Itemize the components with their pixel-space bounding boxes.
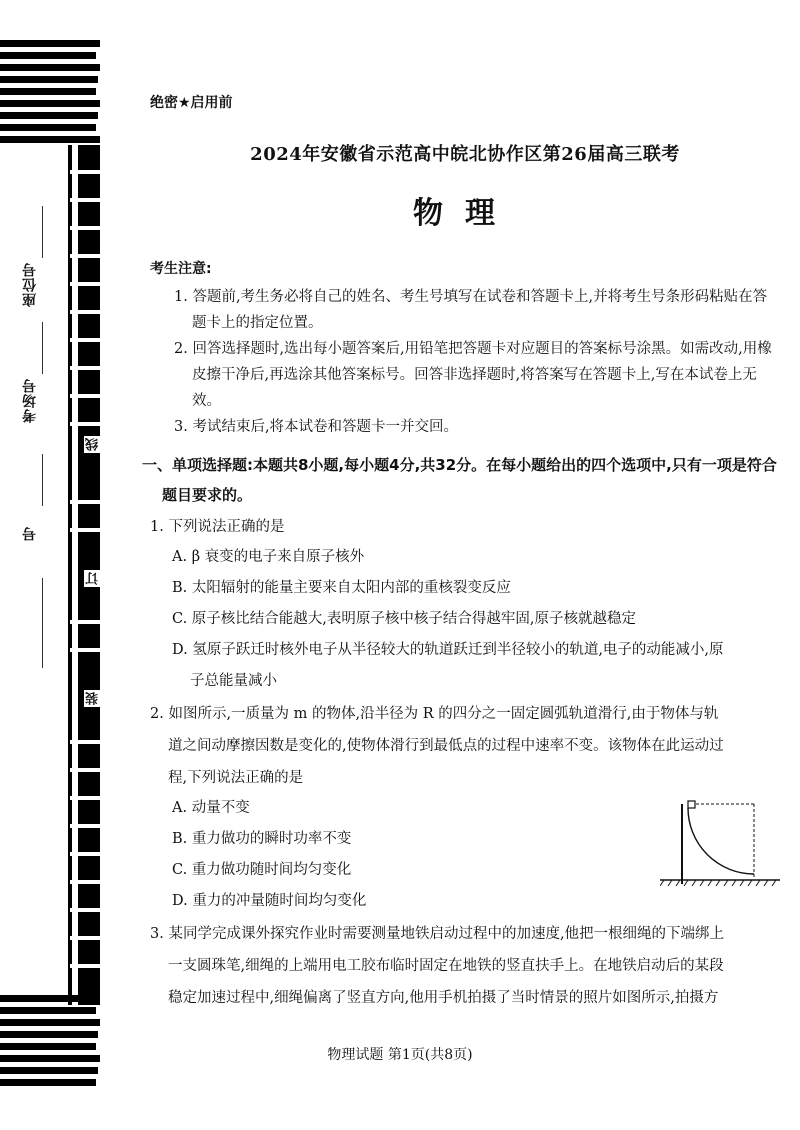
question-2-option-a: A. 动量不变 [172, 800, 250, 816]
question-2-stem: 2. 如图所示,一质量为 m 的物体,沿半径为 R 的四分之一固定圆弧轨道滑行,由于物体与轨 [150, 706, 719, 722]
number-label: 号 [22, 526, 38, 541]
question-3-stem-continued: 稳定加速过程中,细绳偏离了竖直方向,他用手机拍摄了当时情景的照片如图所示,拍摄方 [168, 990, 719, 1006]
name-line [42, 578, 43, 668]
question-3-stem-continued: 一支圆珠笔,细绳的上端用电工胶布临时固定在地铁的竖直扶手上。在地铁启动后的某段 [168, 958, 724, 974]
barcode-stripe [0, 124, 96, 131]
binding-word-binding: 装 [86, 692, 101, 705]
notice-item: 3. 考试结束后,将本试卷和答题卡一并交回。 [174, 419, 459, 435]
confidential-mark: 绝密★启用前 [150, 95, 233, 111]
page-footer: 物理试题 第1页(共8页) [327, 1047, 473, 1063]
notice-heading: 考生注意: [150, 261, 212, 277]
barcode-stripe [0, 136, 100, 143]
barcode-stripe [0, 1007, 96, 1014]
question-2-option-d: D. 重力的冲量随时间均匀变化 [172, 893, 367, 909]
quarter-circle-track-figure [660, 800, 780, 890]
barcode-stripe [0, 40, 100, 47]
question-2-option-c: C. 重力做功随时间均匀变化 [172, 862, 352, 878]
arc-track [688, 808, 754, 874]
notice-item: 1. 答题前,考生务必将自己的姓名、考生号填写在试卷和答题卡上,并将考生号条形码粘贴在答题卡上的指定位置。 [174, 289, 768, 331]
seat-number-line [42, 206, 43, 258]
question-1-option-c: C. 原子核比结合能越大,表明原子核中核子结合得越牢固,原子核就越稳定 [172, 611, 637, 627]
barcode-stripe [0, 52, 96, 59]
room-number-label: 考场号 [22, 378, 38, 423]
seat-number-label: 座位号 [22, 262, 38, 307]
barcode-stripe [0, 76, 98, 83]
ground-hatch [660, 880, 776, 886]
question-2-stem-continued: 程,下列说法正确的是 [168, 770, 304, 786]
notice-item: 2. 回答选择题时,选出每小题答案后,用铅笔把答题卡对应题目的答案标号涂黑。如需改动,用橡皮擦干净后,再选涂其他答案标号。回答非选择题时,将答案写在答题卡上,写在本试卷上无效。 [174, 341, 772, 409]
subject-title: 物理 [413, 196, 517, 231]
binding-word-line: 线 [86, 438, 101, 451]
question-1-option-a: A. β 衰变的电子来自原子核外 [172, 549, 365, 565]
binding-gap [72, 145, 78, 1005]
barcode-stripe [0, 1031, 98, 1038]
binding-word-order: 订 [86, 572, 101, 585]
binding-margin [0, 0, 110, 1130]
question-3-stem: 3. 某同学完成课外探究作业时需要测量地铁启动过程中的加速度,他把一根细绳的下端绑上 [150, 926, 725, 942]
barcode-stripe [0, 64, 100, 71]
barcode-stripe [0, 995, 100, 1002]
room-number-line [42, 322, 43, 374]
question-1-option-b: B. 太阳辐射的能量主要来自太阳内部的重核裂变反应 [172, 580, 511, 596]
barcode-stripe [0, 88, 96, 95]
question-1-option-d: D. 氢原子跃迁时核外电子从半径较大的轨道跃迁到半径较小的轨道,电子的动能减小,原 [172, 642, 724, 658]
barcode-stripe [0, 112, 98, 119]
number-line [42, 454, 43, 506]
question-1-option-d-continued: 子总能量减小 [190, 673, 277, 689]
block-object [688, 801, 695, 808]
barcode-stripe [0, 1067, 98, 1074]
barcode-stripe [0, 100, 100, 107]
question-2-stem-continued: 道之间动摩擦因数是变化的,使物体滑行到最低点的过程中速率不变。该物体在此运动过 [168, 738, 724, 754]
section-heading: 一、单项选择题:本题共8小题,每小题4分,共32分。在每小题给出的四个选项中,只有一项是符合题目要求的。 [142, 456, 777, 504]
barcode-stripe [0, 1079, 96, 1086]
question-1-stem: 1. 下列说法正确的是 [150, 519, 285, 535]
question-2-option-b: B. 重力做功的瞬时功率不变 [172, 831, 352, 847]
exam-title: 2024年安徽省示范高中皖北协作区第26届高三联考 [250, 144, 680, 165]
barcode-stripe [0, 1019, 100, 1026]
